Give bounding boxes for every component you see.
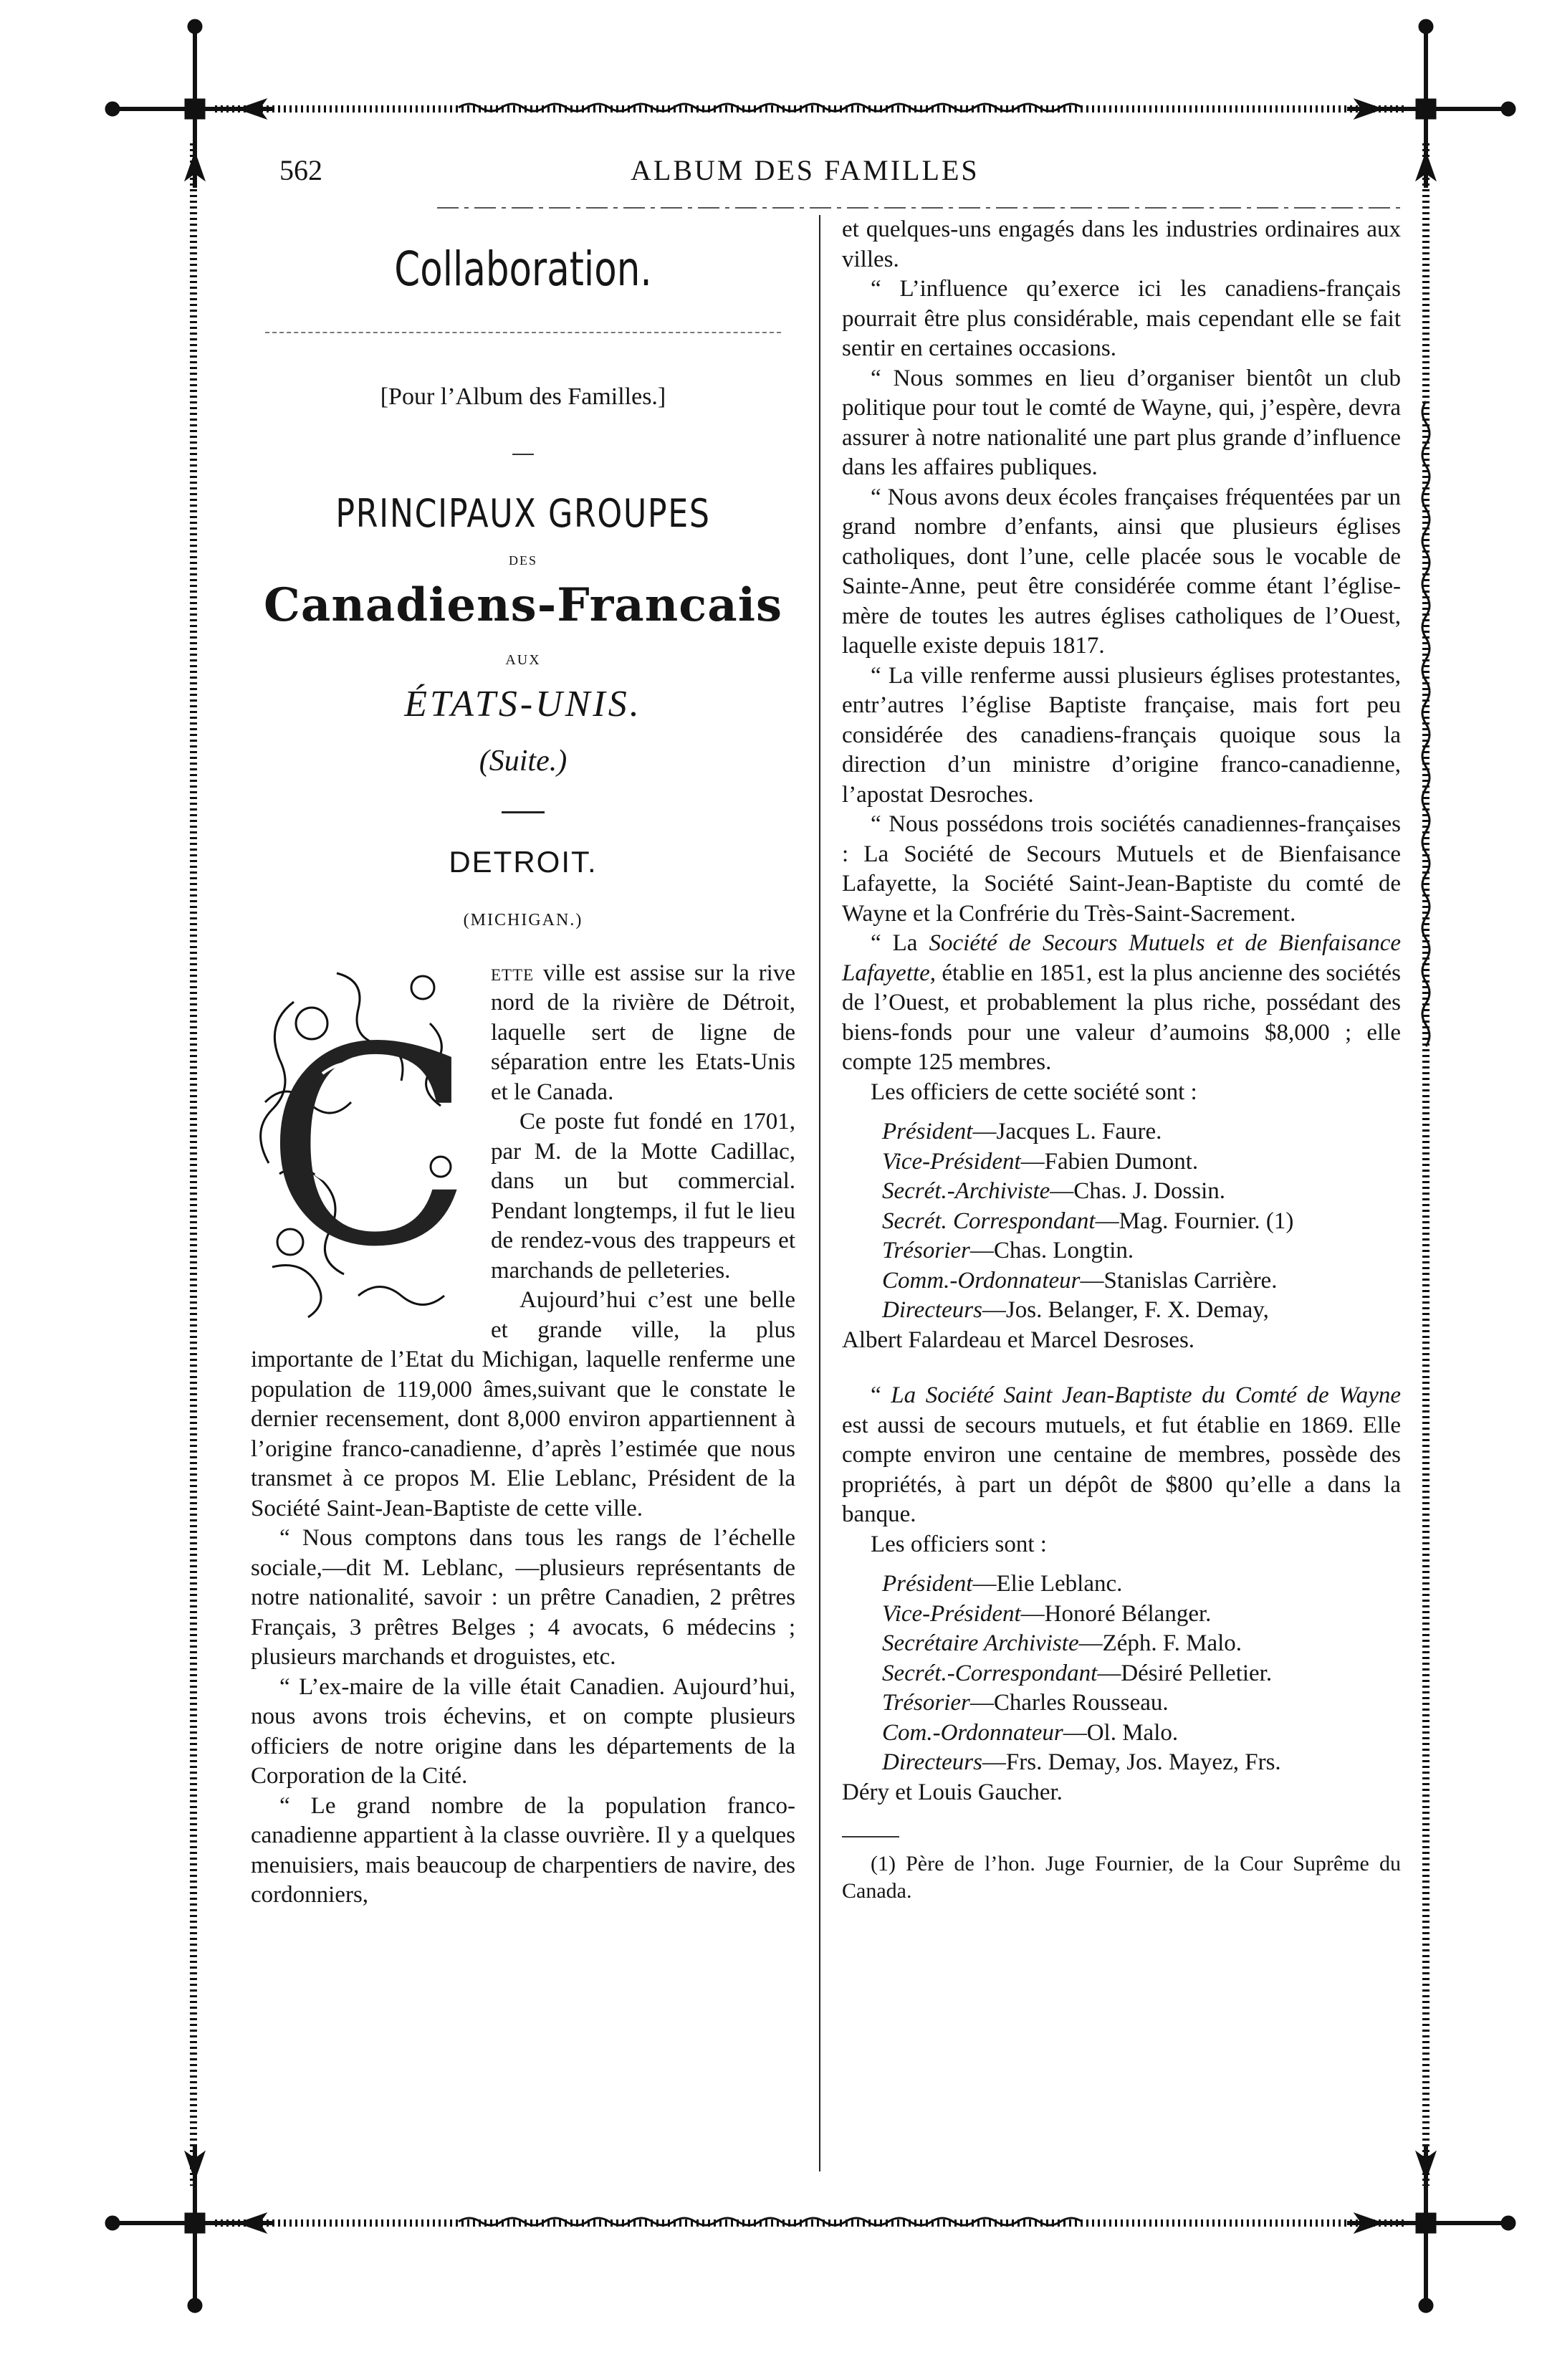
officer-entry bbox=[842, 1177, 1401, 1207]
officer-entry bbox=[842, 1266, 1401, 1296]
paragraph: “ La ville renferme aussi plusieurs églises protestantes, entr’autres l’église Baptiste française, mais fort peu considérée des canadiens-français quoique sous la direction d’un ministre d’origine franco-canadienne, l’apostat Desroches. bbox=[842, 662, 1401, 808]
paragraph: “ Nous comptons dans tous les rangs de l’échelle sociale,—dit M. Leblanc, —plusieurs représentants de notre nationalité, savoir : un prêtre Canadien, 2 prêtres Français, 3 prêtres Belges ; 4 avocats, 6 médecins ; plusieurs marchands et droguistes, etc. bbox=[251, 1525, 795, 1671]
left-column bbox=[251, 215, 795, 2129]
officer-role: Président bbox=[882, 1571, 973, 1597]
officer-name: —Ol. Malo. bbox=[1063, 1719, 1179, 1746]
short-divider bbox=[502, 811, 545, 813]
paragraph-text: ville est assise sur la rive nord de la rivière de Détroit, laquelle sert de ligne de séparation entre les Etats-Unis et le Canada. bbox=[491, 960, 795, 1105]
officer-entry bbox=[842, 1688, 1401, 1719]
page-header bbox=[279, 153, 1369, 196]
officer-role: Com.-Ordonnateur bbox=[882, 1719, 1063, 1746]
article-title-etats-unis: ÉTATS-UNIS. bbox=[404, 683, 642, 725]
paragraph: “ Le grand nombre de la population franco-canadienne appartient à la classe ouvrière. Il y a quelques menuisiers, mais beaucoup de charpentiers de navire, des cordonniers, bbox=[251, 1792, 795, 1908]
officer-name: —Zéph. F. Malo. bbox=[1078, 1630, 1242, 1656]
paragraph: “ Nous possédons trois sociétés canadiennes-françaises : La Société de Secours Mutuels et de Bienfaisance Lafayette, la Société Saint-Jean-Baptiste du comté de Wayne et la Confrérie du Très-Saint-Sacrement. bbox=[842, 811, 1401, 927]
right-column bbox=[842, 215, 1401, 2129]
officer-name: —Mag. Fournier. (1) bbox=[1095, 1208, 1294, 1234]
officer-name: —Elie Leblanc. bbox=[972, 1571, 1123, 1597]
dashed-divider bbox=[265, 332, 781, 333]
officer-entry bbox=[842, 1629, 1401, 1659]
dropcap-continuation: ette bbox=[491, 960, 535, 986]
quote-mark: “ bbox=[871, 1382, 891, 1408]
paragraph: et quelques-uns engagés dans les industries ordinaires aux villes. bbox=[842, 216, 1401, 272]
officer-name: —Frs. Demay, Jos. Mayez, Frs. bbox=[982, 1749, 1281, 1775]
paragraph: Les officiers sont : bbox=[871, 1531, 1047, 1557]
paragraph: “ Nous sommes en lieu d’organiser bientôt un club politique pour tout le comté de Wayne, qui, j’espère, devra assurer à notre nationalité une part plus grande d’influence dans les affaires publiques. bbox=[842, 365, 1401, 480]
officer-entry bbox=[842, 1659, 1401, 1689]
officer-entry-continued: Albert Falardeau et Marcel Desroses. bbox=[842, 1327, 1195, 1353]
state-subheading: (MICHIGAN.) bbox=[463, 910, 583, 929]
officer-role: Vice-Président bbox=[882, 1148, 1021, 1175]
society-name: Société de Secours Mutuels et de Bienfaisance Lafayette, bbox=[842, 930, 1401, 986]
officer-name: —Jos. Belanger, F. X. Demay, bbox=[982, 1297, 1269, 1323]
officer-name: —Charles Rousseau. bbox=[969, 1690, 1169, 1716]
officer-name: —Fabien Dumont. bbox=[1020, 1148, 1199, 1175]
paragraph: “ Nous avons deux écoles françaises fréquentées par un grand nombre d’enfants, ainsi que plusieurs églises catholiques, dont l’une, celle placée sous le vocable de Sainte-Anne, peut être considérée comme étant l’église-mère de toutes les autres églises catholiques de l’Ouest, laquelle existe depuis 1817. bbox=[842, 484, 1401, 659]
running-title: ALBUM DES FAMILLES bbox=[631, 154, 980, 186]
officer-role: Secrétaire Archiviste bbox=[882, 1630, 1079, 1656]
article-title-line1: PRINCIPAUX GROUPES bbox=[335, 490, 711, 536]
officer-name: —Stanislas Carrière. bbox=[1080, 1267, 1278, 1294]
officer-role: Directeurs bbox=[882, 1749, 982, 1775]
article-title-des: DES bbox=[508, 553, 537, 568]
page-number: 562 bbox=[279, 154, 322, 186]
paragraph-text: est aussi de secours mutuels, et fut établie en 1869. Elle compte environ une centaine de membres, possède des propriétés, à part un dépôt de $800 qu’elle a dans la banque. bbox=[842, 1412, 1401, 1527]
officer-role: Secrét.-Correspondant bbox=[882, 1660, 1098, 1686]
section-title: Collaboration. bbox=[394, 242, 652, 297]
ornamental-dropcap-c bbox=[251, 959, 484, 1342]
officer-entry bbox=[842, 1117, 1401, 1147]
source-note: [Pour l’Album des Familles.] bbox=[380, 383, 666, 410]
officer-entry bbox=[842, 1600, 1401, 1630]
footnote-divider bbox=[842, 1836, 899, 1837]
officer-role: Directeurs bbox=[882, 1297, 982, 1323]
officer-role: Président bbox=[882, 1119, 973, 1144]
paragraph: Les officiers de cette société sont : bbox=[871, 1079, 1197, 1105]
paragraph: Aujourd’hui c’est une belle et grande ville, la plus importante de l’Etat du Michigan, laquelle renferme une population de 119,000 âmes,suivant que le constate le dernier recensement, dont 8,000 environ appartiennent à l’origine franco-canadienne, d’après l’estimée que nous transmet à ce propos M. Elie Leblanc, Président de la Société Saint-Jean-Baptiste de cette ville. bbox=[251, 1287, 795, 1521]
city-heading: DETROIT. bbox=[449, 844, 598, 879]
officers-list-saint-jean-baptiste bbox=[842, 1569, 1401, 1807]
officer-name: —Jacques L. Faure. bbox=[972, 1119, 1162, 1144]
society-name: La Société Saint Jean-Baptiste du Comté de Wayne bbox=[891, 1382, 1401, 1408]
officer-name: —Honoré Bélanger. bbox=[1020, 1600, 1212, 1627]
paragraph: Ce poste fut fondé en 1701, par M. de la Motte Cadillac, dans un but commercial. Pendant longtemps, il fut le lieu de rendez-vous des trappeurs et marchands de pelleteries. bbox=[491, 1109, 795, 1284]
officer-entry bbox=[842, 1569, 1401, 1600]
officer-role: Secrét. Correspondant bbox=[882, 1208, 1096, 1234]
paragraph bbox=[842, 1381, 1401, 1530]
article-suite: (Suite.) bbox=[479, 744, 568, 778]
article-title-canadiens: Canadiens-Francais bbox=[263, 578, 783, 632]
column-divider bbox=[819, 215, 820, 2171]
officers-list-lafayette bbox=[842, 1117, 1401, 1355]
officer-entry bbox=[842, 1748, 1401, 1778]
paragraph-text: établie en 1851, est la plus ancienne des sociétés de l’Ouest, et probablement la plus riche, possédant des biens-fonds pour une valeur d’aumoins $8,000 ; elle compte 125 membres. bbox=[842, 960, 1401, 1075]
footnote: (1) Père de l’hon. Juge Fournier, de la Cour Suprême du Canada. bbox=[842, 1852, 1401, 1903]
officer-entry bbox=[842, 1207, 1401, 1237]
officer-role: Secrét.-Archiviste bbox=[882, 1178, 1050, 1204]
officer-name: —Chas. Longtin. bbox=[969, 1238, 1134, 1263]
officer-entry bbox=[842, 1719, 1401, 1749]
officer-role: Comm.-Ordonnateur bbox=[882, 1267, 1081, 1294]
article-title-aux: AUX bbox=[505, 651, 541, 668]
officer-role: Vice-Président bbox=[882, 1600, 1021, 1627]
quote-mark: “ La bbox=[871, 930, 929, 956]
officer-entry bbox=[842, 1296, 1401, 1326]
officer-entry bbox=[842, 1147, 1401, 1177]
short-divider bbox=[512, 454, 534, 455]
officer-name: —Désiré Pelletier. bbox=[1097, 1660, 1273, 1686]
paragraph: “ L’influence qu’exerce ici les canadiens-français pourrait être plus considérable, mais cependant elle se fait sentir en certaines occasions. bbox=[842, 276, 1401, 361]
officer-name: —Chas. J. Dossin. bbox=[1050, 1178, 1226, 1204]
officer-role: Trésorier bbox=[882, 1690, 970, 1716]
officer-role: Trésorier bbox=[882, 1238, 970, 1263]
dropcap-letter: C bbox=[264, 988, 474, 1306]
officer-entry bbox=[842, 1236, 1401, 1266]
article-intro bbox=[251, 959, 795, 1911]
officer-entry-continued: Déry et Louis Gaucher. bbox=[842, 1779, 1063, 1805]
paragraph bbox=[842, 929, 1401, 1078]
paragraph: “ L’ex-maire de la ville était Canadien. Aujourd’hui, nous avons trois échevins, et on compte plusieurs officiers de notre origine dans les départements de la Corporation de la Cité. bbox=[251, 1673, 795, 1789]
